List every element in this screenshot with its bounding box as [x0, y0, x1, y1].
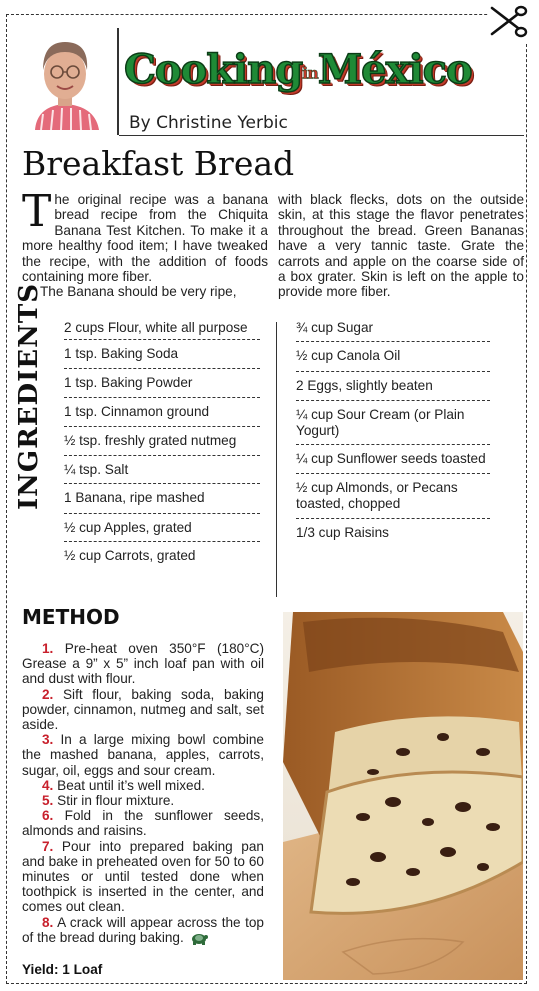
intro-column-left: [22, 186, 268, 300]
ingredients-list-left: [64, 320, 260, 564]
logo-word-in: in: [302, 63, 318, 83]
bread-photo: [283, 612, 523, 980]
scissors-icon: [488, 2, 530, 42]
logo-word-mexico: México: [317, 46, 472, 93]
ingredient-item: 1 tsp. Cinnamon ground: [64, 398, 260, 426]
step-text: A crack will appear across the top of the bread during baking.: [22, 914, 264, 945]
intro-paragraph: [22, 186, 268, 285]
ingredients-column-divider: [276, 322, 277, 597]
method-step: [22, 732, 264, 778]
ingredient-item: 1 tsp. Baking Powder: [64, 369, 260, 398]
byline: By Christine Yerbic: [129, 113, 288, 133]
author-photo: [17, 30, 114, 130]
step-number: 3.: [42, 732, 54, 748]
ingredient-item: ¼ cup Sour Cream (or Plain Yogurt): [296, 401, 490, 445]
intro-paragraph-continued: with black flecks, dots on the outside skin, at this stage the flavor penetrates throughout the bread. Green Bananas have a very tannic taste. Grate the carrots and apple on the coarse side of a box grater. Skin is left on the apple to provide more fiber.: [278, 192, 524, 300]
column-logo-text: [124, 46, 472, 93]
step-text: Pour into prepared baking pan and bake in preheated oven for 50 to 60 minutes or until tested done when toothpick is inserted in the center, and comes out clean.: [22, 838, 264, 915]
logo-word-cooking: Cooking: [124, 46, 303, 93]
intro-paragraph-start: The Banana should be very ripe,: [40, 284, 237, 300]
step-text: In a large mixing bowl combine the mashed banana, apples, carrots, sugar, oil, eggs and sour cream.: [22, 732, 264, 778]
ingredient-item: 2 cups Flour, white all purpose: [64, 320, 260, 340]
step-number: 7.: [42, 838, 54, 854]
drop-cap: T: [22, 186, 52, 237]
method-step: [22, 915, 264, 946]
step-text: Beat until it’s well mixed.: [57, 777, 205, 793]
method-heading: METHOD: [22, 605, 120, 629]
ingredient-item: 1 tsp. Baking Soda: [64, 340, 260, 368]
ingredient-item: 2 Eggs, slightly beaten: [296, 372, 490, 401]
ingredient-item: ½ tsp. freshly grated nutmeg: [64, 427, 260, 456]
column-logo: [124, 46, 526, 100]
turtle-icon: [190, 931, 208, 945]
intro-paragraph-text: he original recipe was a banana bread recipe from the Chiquita Banana Test Kitchen. To make it a more healthy food item; I have tweaked the recipe, with the addition of foods containing more fiber.: [22, 192, 268, 285]
intro-column-right: [278, 192, 524, 300]
ingredient-item: ½ cup Apples, grated: [64, 514, 260, 542]
step-text: Stir in flour mixture.: [57, 793, 175, 809]
ingredient-item: ¼ tsp. Salt: [64, 456, 260, 484]
method-step: [22, 793, 264, 808]
method-step: [22, 808, 264, 838]
method-step: [22, 778, 264, 793]
method-steps: [22, 641, 264, 945]
step-text: Sift flour, baking soda, baking powder, cinnamon, nutmeg and salt, set aside.: [22, 686, 264, 733]
method-step: [22, 839, 264, 915]
ingredient-item: ½ cup Carrots, grated: [64, 548, 196, 564]
ingredient-item: 1 Banana, ripe mashed: [64, 484, 260, 513]
ingredient-item: ¼ cup Sunflower seeds toasted: [296, 445, 490, 474]
ingredients-list-right: [296, 320, 490, 541]
step-number: 5.: [42, 793, 54, 809]
step-number: 2.: [42, 686, 54, 702]
method-step: [22, 641, 264, 687]
ingredient-item: ½ cup Almonds, or Pecans toasted, chopped: [296, 474, 490, 519]
step-text: Pre-heat oven 350°F (180°C) Grease a 9” x 5” inch loaf pan with oil and dust with flour.: [22, 641, 264, 687]
article-title: Breakfast Bread: [22, 144, 295, 183]
header-horizontal-rule: [119, 135, 524, 136]
ingredient-item: ¾ cup Sugar: [296, 320, 490, 342]
step-number: 4.: [42, 777, 54, 793]
step-number: 1.: [42, 641, 54, 656]
ingredient-item: ½ cup Canola Oil: [296, 342, 490, 371]
recipe-yield: Yield: 1 Loaf: [22, 962, 103, 977]
ingredient-item: 1/3 cup Raisins: [296, 525, 389, 541]
step-number: 8.: [42, 914, 54, 930]
header-vertical-rule: [117, 28, 119, 135]
ingredients-heading: INGREDIENTS: [14, 283, 44, 510]
step-text: Fold in the sunflower seeds, almonds and raisins.: [22, 808, 265, 839]
method-step: [22, 687, 264, 733]
step-number: 6.: [42, 808, 54, 824]
